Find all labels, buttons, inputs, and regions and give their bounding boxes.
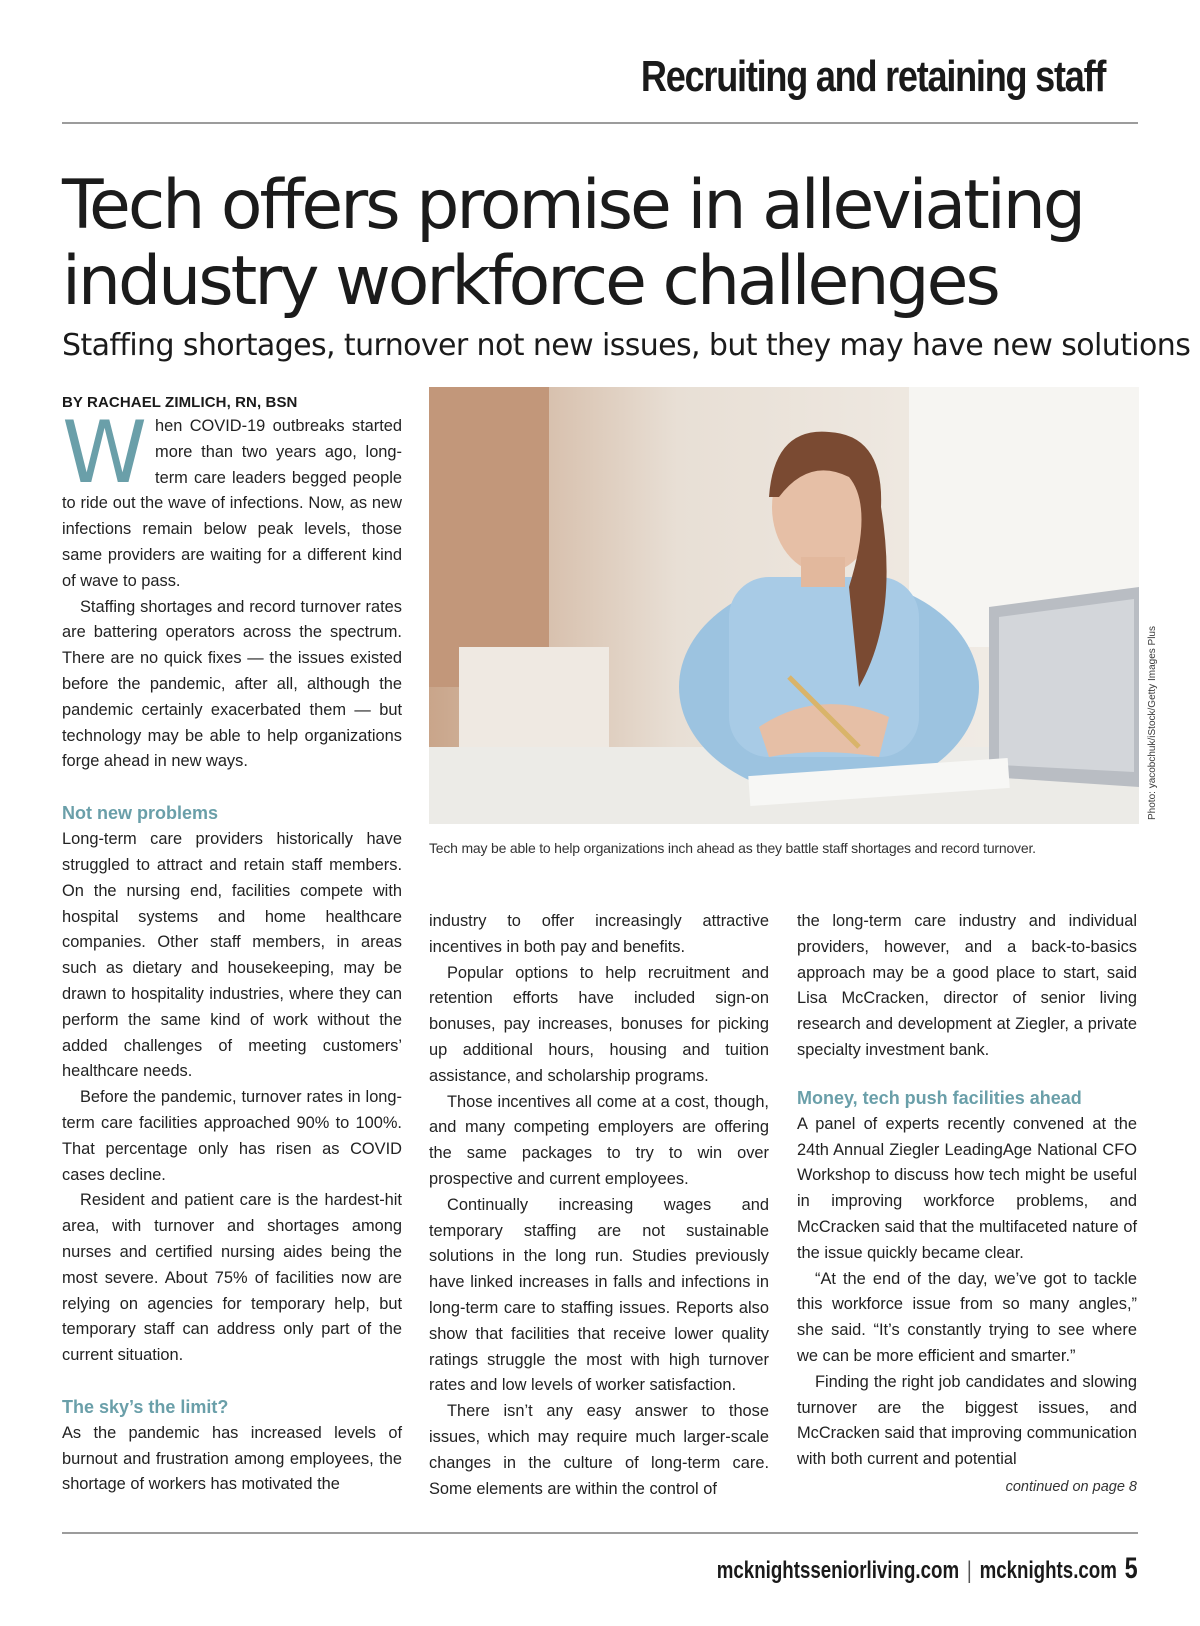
paragraph: As the pandemic has increased levels of burnout and frustration among employees, the shortage of workers has motivated the (62, 1423, 402, 1494)
top-divider (62, 122, 1138, 124)
paragraph: A panel of experts recently convened at the 24th Annual Ziegler LeadingAge National CFO Workshop to discuss how tech might be useful in improving workforce problems, and McCracken said that the multifaceted nature of the issue quickly became clear. (797, 1114, 1137, 1262)
paragraph-text: hen COVID-19 outbreaks started more than two years ago, long-term care leaders begged people to ride out the wave of infections. Now, as new infections remain below peak levels, those same providers are waiting for a different kind of wave to pass. (62, 417, 402, 590)
subheading: Not new problems (62, 803, 219, 824)
page-footer (717, 1552, 1138, 1586)
paragraph: Popular options to help recruitment and retention efforts have included sign-on bonuses, pay increases, bonuses for picking up additional hours, housing and tuition assistance, and scholarship programs. (429, 963, 769, 1085)
article-column-1 (62, 392, 402, 1498)
paragraph: There isn’t any easy answer to those issues, which may require much larger-scale changes in the culture of long-term care. Some elements are within the control of (429, 1402, 769, 1498)
byline: BY RACHAEL ZIMLICH, RN, BSN (62, 394, 298, 411)
footer-site-link[interactable]: mcknights.com (979, 1557, 1118, 1584)
subheading: Money, tech push facilities ahead (797, 1087, 1082, 1108)
subheading: The sky’s the limit? (62, 1396, 229, 1417)
paragraph: Continually increasing wages and temporary staffing are not sustainable solutions in the long run. Studies previously have linked increases in falls and infections in long-term care to staffing issues. Reports also show that facilities that receive lower quality ratings struggle the most with high turnover rates and low levels of worker satisfaction. (429, 1195, 769, 1395)
footer-site-link[interactable]: mcknightsseniorliving.com (717, 1557, 960, 1584)
photo-credit: Photo: yacobchuk/iStock/Getty Images Plus (1147, 626, 1158, 820)
paragraph: the long-term care industry and individual providers, however, and a back-to-basics approach may be a good place to start, said Lisa McCracken, director of senior living research and development at Ziegler, a private specialty investment bank. (797, 912, 1137, 1059)
paragraph: Long-term care providers historically have struggled to attract and retain staff members. On the nursing end, facilities compete with hospital systems and home healthcare companies. Other staff members, in areas such as dietary and housekeeping, may be drawn to hospitality industries, where they can perform the same kind of work without the added challenges of meeting customers’ healthcare needs. (62, 830, 402, 1081)
article-photo (429, 387, 1139, 824)
paragraph (62, 403, 402, 595)
article-headline (62, 168, 1142, 320)
headline-line-1: Tech offers promise in alleviating (62, 166, 1083, 245)
headline-line-2: industry workforce challenges (62, 242, 998, 321)
paragraph: Finding the right job candidates and slowing turnover are the biggest issues, and McCracken said that improving communication with both current and potential (797, 1372, 1137, 1469)
paragraph: Staffing shortages and record turnover rates are battering operators across the spectrum. There are no quick fixes — the issues existed before the pandemic, after all, although the pandemic certainly exacerbated them — but technology may be able to help organizations forge ahead in new ways. (62, 597, 402, 771)
continued-note: continued on page 8 (1005, 1478, 1137, 1495)
paragraph: Before the pandemic, turnover rates in long-term care facilities approached 90% to 100%. That percentage only has risen as COVID cases decline. (62, 1088, 402, 1184)
paragraph: Those incentives all come at a cost, though, and many competing employers are offering the same packages to try to win over prospective and current employees. (429, 1092, 769, 1188)
bottom-divider (62, 1532, 1138, 1534)
article-subhead: Staffing shortages, turnover not new issues, but they may have new solutions (62, 328, 1191, 363)
paragraph: industry to offer increasingly attractive incentives in both pay and benefits. (429, 912, 769, 956)
section-title: Recruiting and retaining staff (640, 52, 1105, 101)
article-column-3 (797, 909, 1137, 1501)
photo-caption: Tech may be able to help organizations inch ahead as they battle staff shortages and record turnover. (429, 840, 1036, 856)
drop-cap: W (62, 403, 148, 503)
article-column-2 (429, 909, 769, 1502)
footer-separator: | (967, 1557, 973, 1584)
paragraph: Resident and patient care is the hardest-hit area, with turnover and shortages among nurses and certified nursing aides being the most severe. About 75% of facilities now are relying on agencies for temporary help, but temporary staff can address only part of the current situation. (62, 1191, 402, 1365)
paragraph: “At the end of the day, we’ve got to tackle this workforce issue from so many angles,” she said. “It’s constantly trying to see where we can be more efficient and smarter.” (797, 1269, 1137, 1365)
page-number: 5 (1124, 1552, 1138, 1585)
nurse-at-laptop-illustration (429, 387, 1139, 824)
